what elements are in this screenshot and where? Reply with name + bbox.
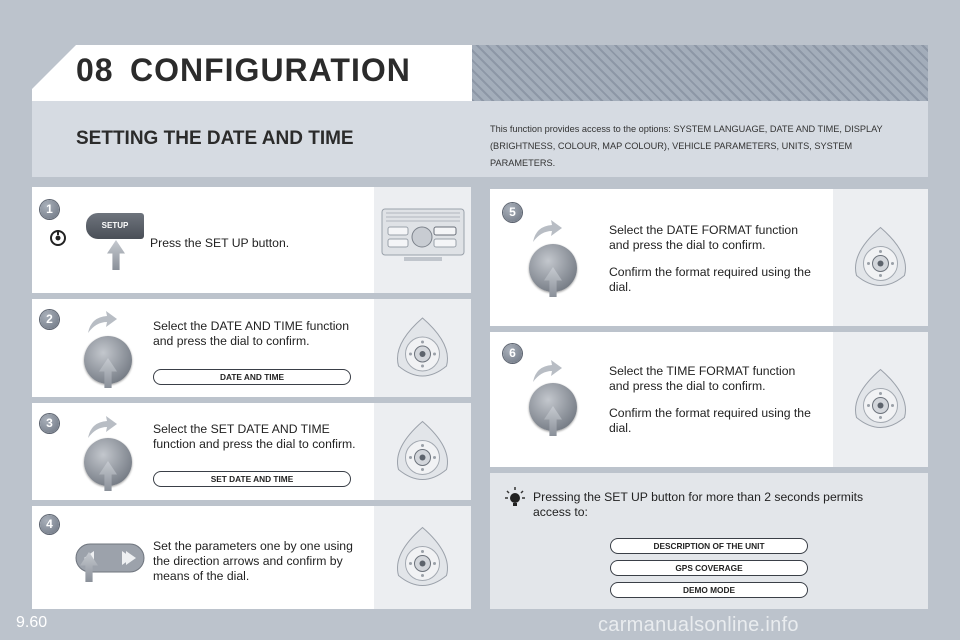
- rotate-arrow-icon: [530, 218, 564, 244]
- step-6-image: [833, 332, 928, 467]
- section-title: SETTING THE DATE AND TIME: [76, 128, 354, 149]
- step-3-image: [374, 403, 471, 500]
- rotate-arrow-icon: [85, 414, 119, 440]
- step-6-text-2: Confirm the format required using the dial.: [609, 406, 811, 435]
- radio-unit-icon: [374, 187, 471, 293]
- step-6-text: Select the TIME FORMAT function and press the dial to confirm.: [609, 364, 796, 393]
- step-3-text: Select the SET DATE AND TIME function and press the dial to confirm.: [153, 422, 356, 451]
- rotate-arrow-icon: [85, 309, 119, 335]
- rotate-arrow-icon: [530, 358, 564, 384]
- step-3-badge: 3: [40, 414, 59, 433]
- light-bulb-icon: [503, 485, 527, 509]
- watermark: carmanualsonline.info: [598, 614, 799, 636]
- step-2-image: [374, 299, 471, 397]
- description-of-the-unit-label: DESCRIPTION OF THE UNIT: [610, 538, 808, 554]
- control-pad-icon: [374, 506, 471, 609]
- demo-mode-label: DEMO MODE: [610, 582, 808, 598]
- control-pad-icon: [833, 189, 928, 326]
- control-pad-icon: [833, 332, 928, 467]
- chapter-number: 08: [76, 52, 114, 88]
- date-and-time-menu-label: DATE AND TIME: [153, 369, 351, 385]
- step-1-text: Press the SET UP button.: [150, 236, 290, 250]
- step-5-text: Select the DATE FORMAT function and press the dial to confirm.: [609, 223, 798, 252]
- step-6-badge: 6: [503, 344, 522, 363]
- step-2-badge: 2: [40, 310, 59, 329]
- chapter-title: CONFIGURATION: [130, 52, 411, 88]
- setup-button-icon: SETUP: [86, 213, 144, 239]
- step-4-badge: 4: [40, 515, 59, 534]
- step-5-text-2: Confirm the format required using the dial.: [609, 265, 811, 294]
- step-1-image: [374, 187, 471, 293]
- step-5-image: [833, 189, 928, 326]
- header-stripes: [472, 45, 928, 101]
- lock-icon: [48, 228, 68, 248]
- step-1-badge: 1: [40, 200, 59, 219]
- step-5-badge: 5: [503, 203, 522, 222]
- control-pad-icon: [374, 299, 471, 397]
- tip-text: Pressing the SET UP button for more than 2 seconds permits access to:: [533, 490, 864, 519]
- set-date-and-time-menu-label: SET DATE AND TIME: [153, 471, 351, 487]
- step-4-image: [374, 506, 471, 609]
- intro-text: This function provides access to the options: SYSTEM LANGUAGE, DATE AND TIME, DISPLAY (BRIGHTNESS, COLOUR, MAP COLOUR), VEHICLE PARAMETERS, UNITS, SYSTEM PARAMETERS.: [490, 124, 883, 168]
- gps-coverage-label: GPS COVERAGE: [610, 560, 808, 576]
- control-pad-icon: [374, 403, 471, 500]
- step-2-text: Select the DATE AND TIME function and press the dial to confirm.: [153, 319, 349, 348]
- page-number: 9.60: [16, 614, 48, 631]
- direction-arrows-icon: [70, 538, 150, 578]
- step-4-text: Set the parameters one by one using the direction arrows and confirm by means of the dial.: [153, 539, 353, 583]
